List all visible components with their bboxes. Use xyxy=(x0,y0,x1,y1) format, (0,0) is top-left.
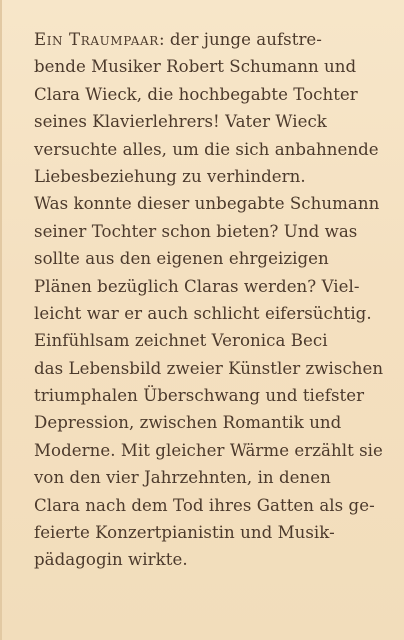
opening-smallcaps: Ein Traumpaar xyxy=(34,30,159,49)
blurb-line-14: triumphalen Überschwang und tiefster xyxy=(34,386,365,406)
blurb-line-17: von den vier Jahrzehnten, in denen xyxy=(34,468,331,488)
blurb-line-13: das Lebensbild zweier Künstler zwischen xyxy=(34,358,384,378)
blurb-line-7: Was konnte dieser unbegabte Schumann xyxy=(34,194,380,214)
blurb-line-1-text: : der junge aufstre- xyxy=(158,30,322,49)
blurb-line-18: Clara nach dem Tod ihres Gatten als ge- xyxy=(34,495,375,515)
blurb-line-15: Depression, zwischen Romantik und xyxy=(34,413,342,433)
blurb-line-19: feierte Konzertpianistin und Musik- xyxy=(34,523,335,543)
blurb-line-5: versuchte alles, um die sich anbahnende xyxy=(34,139,379,159)
blurb-line-9: sollte aus den eigenen ehrgeizigen xyxy=(34,249,329,269)
blurb-line-20: pädagogin wirkte. xyxy=(34,550,188,570)
blurb-line-16: Moderne. Mit gleicher Wärme erzählt sie xyxy=(34,440,383,460)
blurb-text xyxy=(34,26,394,574)
blurb-line-1 xyxy=(34,26,394,53)
blurb-line-12: Einfühlsam zeichnet Veronica Beci xyxy=(34,331,328,351)
blurb-line-3: Clara Wieck, die hochbegabte Tochter xyxy=(34,84,358,104)
blurb-line-11: leicht war er auch schlicht eifersüchtig. xyxy=(34,303,372,323)
blurb-line-4: seines Klavierlehrers! Vater Wieck xyxy=(34,112,327,132)
blurb-line-6: Liebesbeziehung zu verhindern. xyxy=(34,166,306,186)
blurb-line-2: bende Musiker Robert Schumann und xyxy=(34,57,357,77)
blurb-line-10: Plänen bezüglich Claras werden? Viel- xyxy=(34,276,360,296)
blurb-line-8: seiner Tochter schon bieten? Und was xyxy=(34,221,358,241)
